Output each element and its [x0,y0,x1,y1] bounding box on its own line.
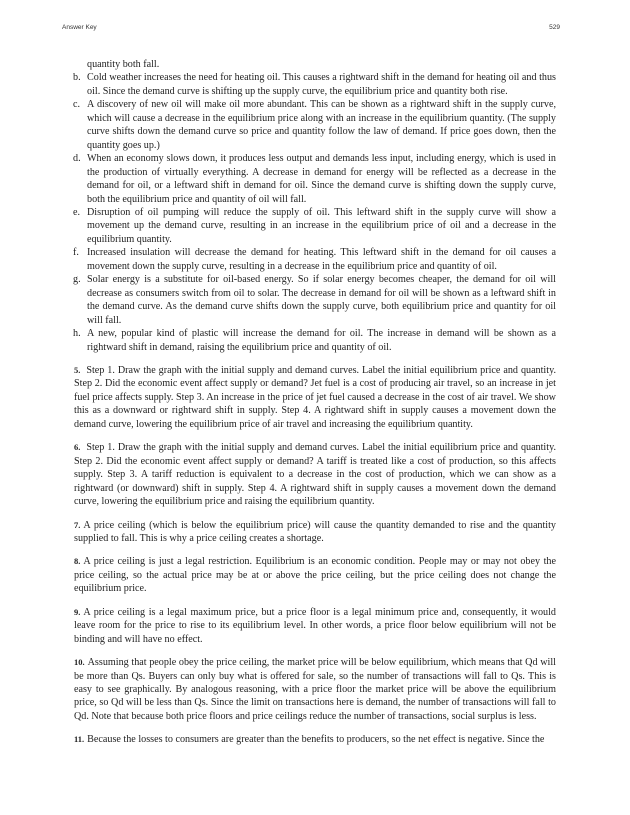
answer-key-content [74,58,556,747]
answer-number: 10. [74,657,85,668]
sub-answer-item [74,246,556,273]
answer-7 [74,519,556,546]
section-title: Answer Key [62,24,97,31]
item-text: A new, popular kind of plastic will increase the demand for oil. The increase in demand will be shown as a rightward shift in demand, raising the equilibrium price and quantity of oil. [87,328,556,353]
page-number: 529 [549,24,560,31]
answer-text: Assuming that people obey the price ceiling, the market price will be below equilibrium, which means that Qd will be more than Qs. Buyers can only buy what is offered for sale, so the number of transactions will fall to Qs. This is easy to see graphically. By analogous reasoning, with a price floor the market price will be above the equilibrium price, so Qd will be less than Qs. Since the limit on transactions here is demand, the number of transactions will fall to Qd. Note that because both price floors and price ceilings reduce the number of transactions, social surplus is less. [74,657,556,722]
sub-answer-list [74,71,556,354]
item-marker: c. [73,99,81,111]
answer-number: 8. [74,556,81,567]
answer-text: Because the losses to consumers are greater than the benefits to producers, so the net effect is negative. Since the [87,734,545,746]
answer-9 [74,606,556,646]
answer-number: 7. [74,519,81,530]
sub-answer-item [74,206,556,246]
answer-text: A price ceiling is just a legal restriction. Equilibrium is an economic condition. People may or may not obey the price ceiling, so the actual price may be at or above the price ceiling, but the price ceiling does not change the equilibrium price. [74,556,556,595]
answer-11 [74,733,556,746]
item-text: Solar energy is a substitute for oil-based energy. So if solar energy becomes cheaper, the demand for oil will decrease as consumers switch from oil to solar. The decrease in demand for oil will be shown as a leftward shift in the demand curve. As the demand curve shifts down the supply curve, both equilibrium price and quantity for oil will fall. [87,274,556,326]
sub-answer-item [74,327,556,354]
item-marker: d. [73,153,81,165]
answer-text: A price ceiling is a legal maximum price, but a price floor is a legal minimum price and, consequently, it would leave room for the price to rise to its equilibrium level. In other words, a price floor below equilibrium will not be binding and will have no effect. [74,606,556,645]
sub-answer-item [74,273,556,327]
answer-text: Step 1. Draw the graph with the initial supply and demand curves. Label the initial equilibrium price and quantity. Step 2. Did the economic event affect supply or demand? A tariff is treated like a cost of production, so this affects supply. Step 3. A tariff reduction is equivalent to a decrease in the cost of production, which we can show as a rightward (or downward) shift in supply. Step 4. A rightward shift in supply causes a movement down the demand curve, lowering the equilibrium price and raising the equilibrium quantity. [74,442,556,508]
item-text: Increased insulation will decrease the demand for heating. This leftward shift in the demand for oil causes a movement down the supply curve, resulting in a decrease in the equilibrium price and quantity of oil. [87,247,556,272]
answer-text: Step 1. Draw the graph with the initial supply and demand curves. Label the initial equilibrium price and quantity. Step 2. Did the economic event affect supply or demand? Jet fuel is a cost of producing air travel, so an increase in jet fuel price affects supply. Step 3. An increase in the price of jet fuel caused a decrease in the cost of air travel. We show this as a downward or rightward shift in supply. Step 4. A rightward shift in supply causes a movement down the demand curve, lowering the equilibrium price of air travel and increasing the equilibrium quantity. [74,364,556,430]
item-marker: h. [73,328,81,340]
answer-number: 11. [74,734,85,745]
continued-text: quantity both fall. [87,59,160,70]
sub-answer-item [74,152,556,206]
item-marker: e. [73,206,81,218]
item-text: Disruption of oil pumping will reduce the supply of oil. This leftward shift in the supply curve will show a movement up the demand curve, resulting in an increase in the equilibrium price of oil and a decrease in the equilibrium quantity. [87,206,556,245]
page-header [62,24,560,36]
item-marker: b. [73,72,81,84]
item-text: A discovery of new oil will make oil more abundant. This can be shown as a rightward shift in the supply curve, which will cause a decrease in the equilibrium price along with an increase in the equilibrium quantity. (The supply curve shifts down the demand curve so price and quantity follow the law of demand. If price goes down, then the quantity goes up.) [87,99,556,151]
item-marker: f. [73,247,79,259]
item-text: Cold weather increases the need for heating oil. This causes a rightward shift in the demand for heating oil and thus oil. Since the demand curve is shifting up the supply curve, the equilibrium price and quantity both rise. [87,72,556,97]
sub-answer-item [74,71,556,98]
answer-text: A price ceiling (which is below the equilibrium price) will cause the quantity demanded to rise and the quantity supplied to fall. This is why a price ceiling creates a shortage. [74,519,556,544]
answer-number: 5. [74,364,81,375]
answer-6 [74,441,556,508]
answer-5 [74,364,556,431]
item-text: When an economy slows down, it produces less output and demands less input, including energy, which is used in the production of virtually everything. A decrease in demand for energy will be reflected as a decrease in the demand for oil, or a leftward shift in demand for oil. Since the demand curve is shifting down the supply curve, both the equilibrium price and quantity of oil will fall. [87,153,556,205]
answer-10 [74,656,556,723]
answer-8 [74,555,556,595]
answer-number: 9. [74,606,81,617]
answer-number: 6. [74,442,81,453]
item-marker: g. [73,274,81,286]
sub-answer-item [74,98,556,152]
